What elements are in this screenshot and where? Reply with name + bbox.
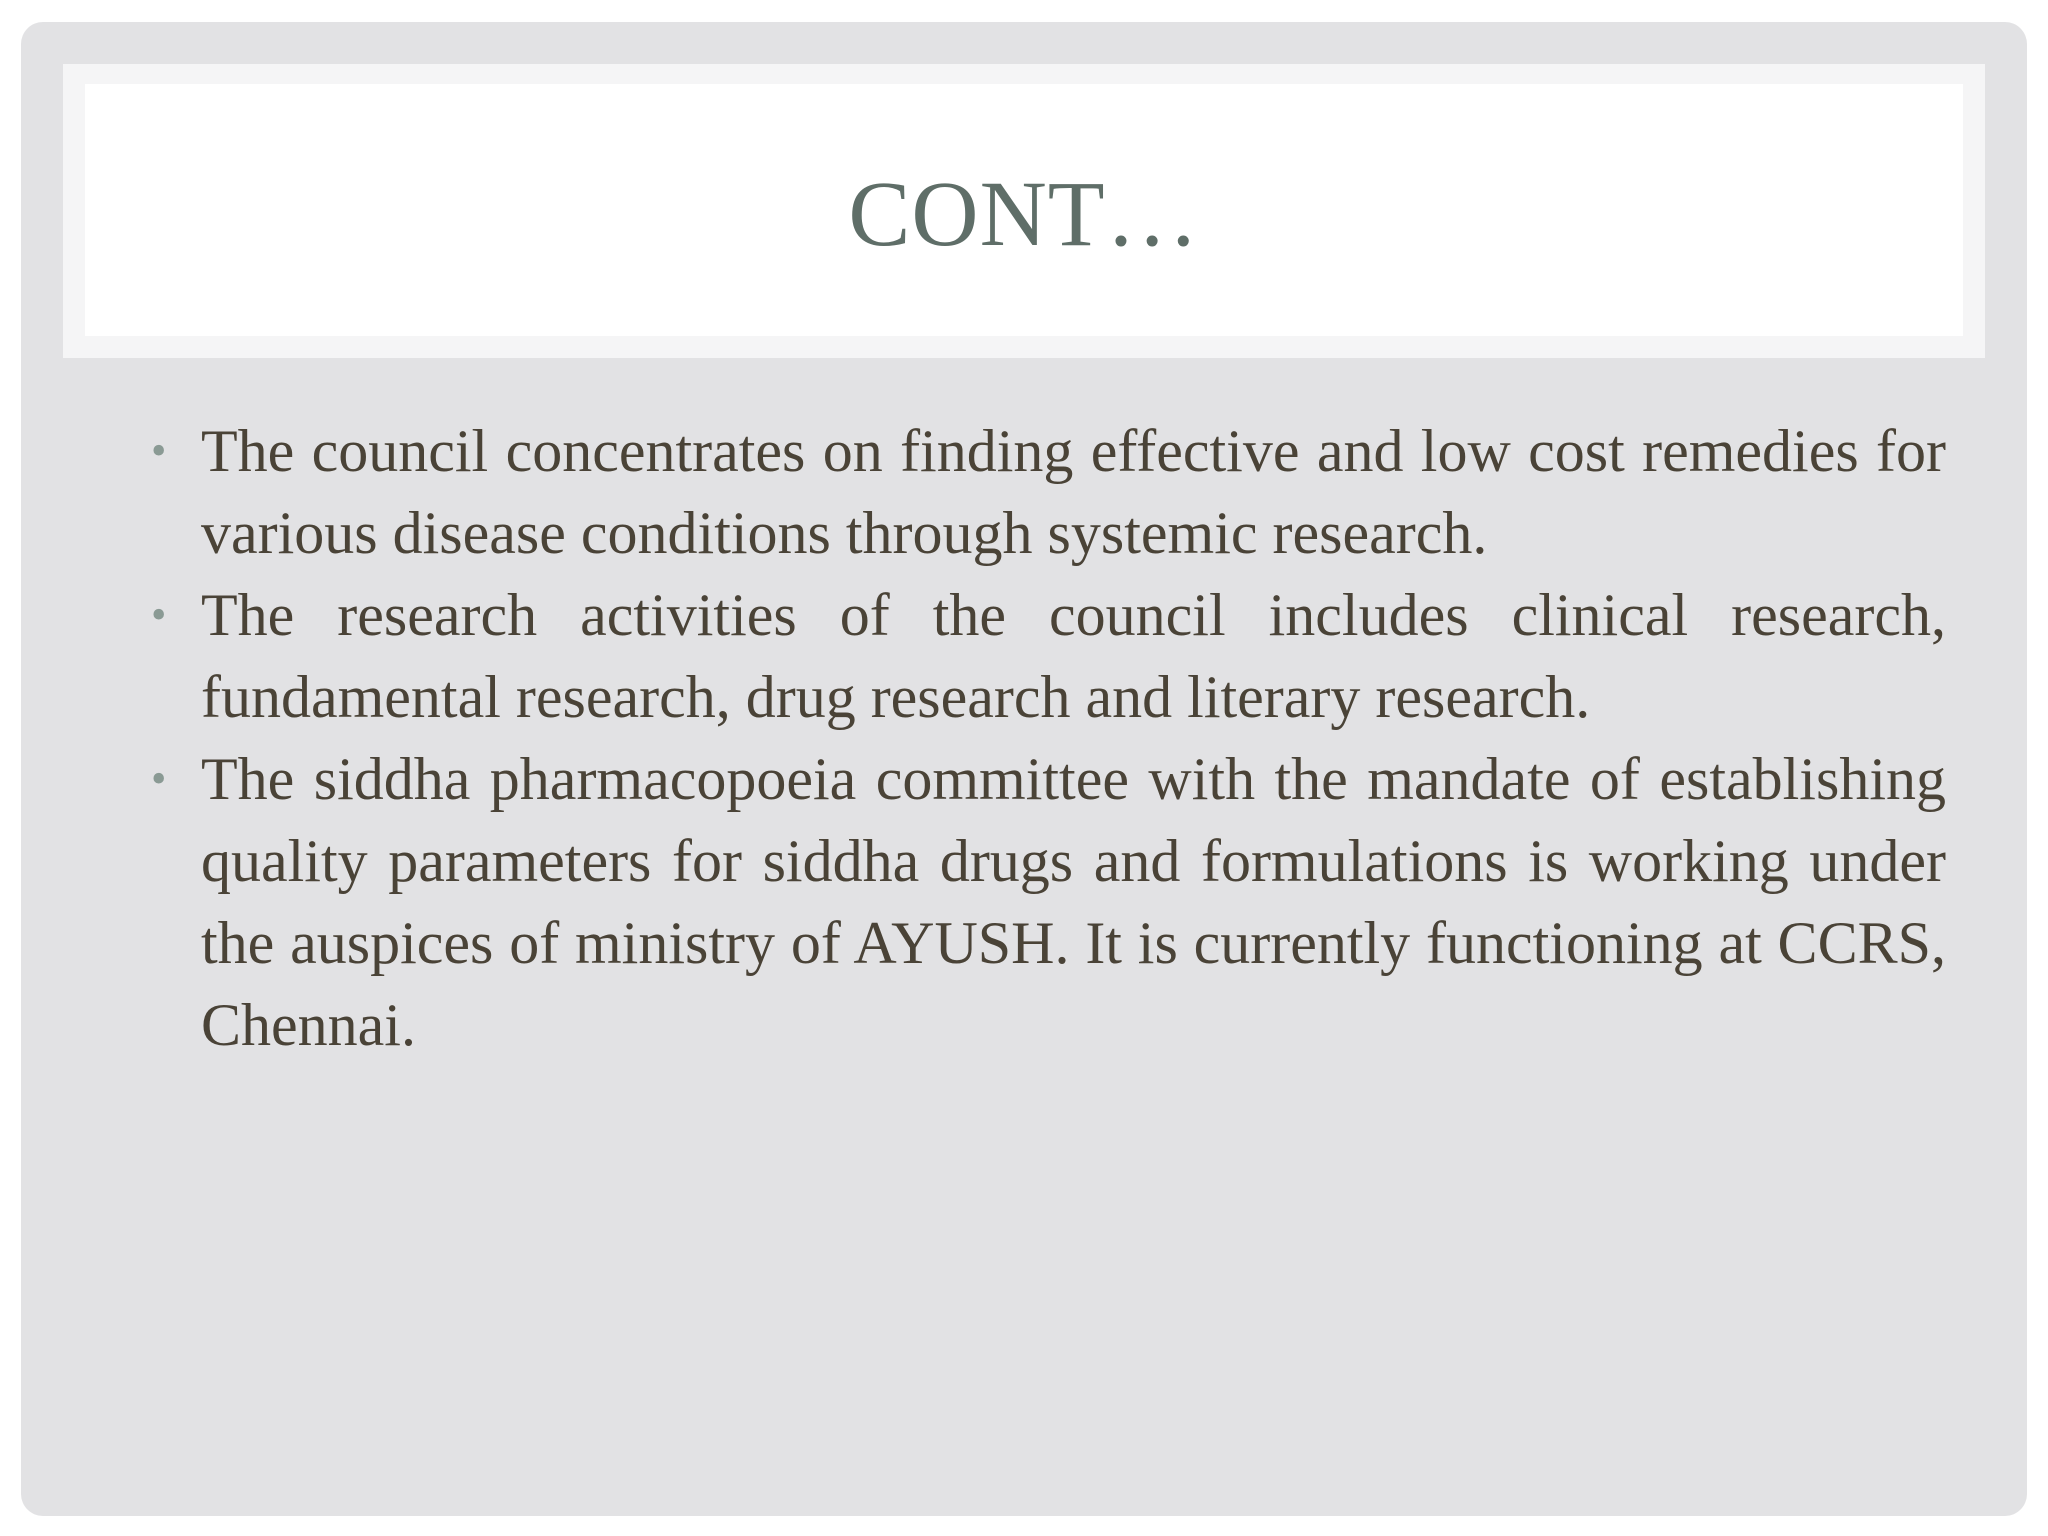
bullet-item — [151, 574, 1946, 738]
bullet-text: The council concentrates on finding effective and low cost remedies for various disease conditions through systemic research. — [201, 418, 1946, 566]
bullet-icon: • — [151, 754, 167, 803]
bullet-item — [151, 410, 1946, 574]
bullet-item — [151, 738, 1946, 1066]
slide-title: CONT… — [848, 162, 1200, 266]
bullet-icon: • — [151, 590, 167, 639]
bullet-text: The siddha pharmacopoeia committee with the mandate of establishing quality parameters for siddha drugs and formulations is working under the auspices of ministry of AYUSH. It is currently functioning at CCRS, Chennai. — [201, 746, 1946, 1058]
bullet-icon: • — [151, 426, 167, 475]
bullet-text: The research activities of the council includes clinical research, fundamental research, drug research and literary research. — [201, 582, 1946, 730]
bullet-list — [151, 410, 1946, 1066]
slide — [21, 22, 2027, 1516]
title-box — [85, 84, 1963, 336]
